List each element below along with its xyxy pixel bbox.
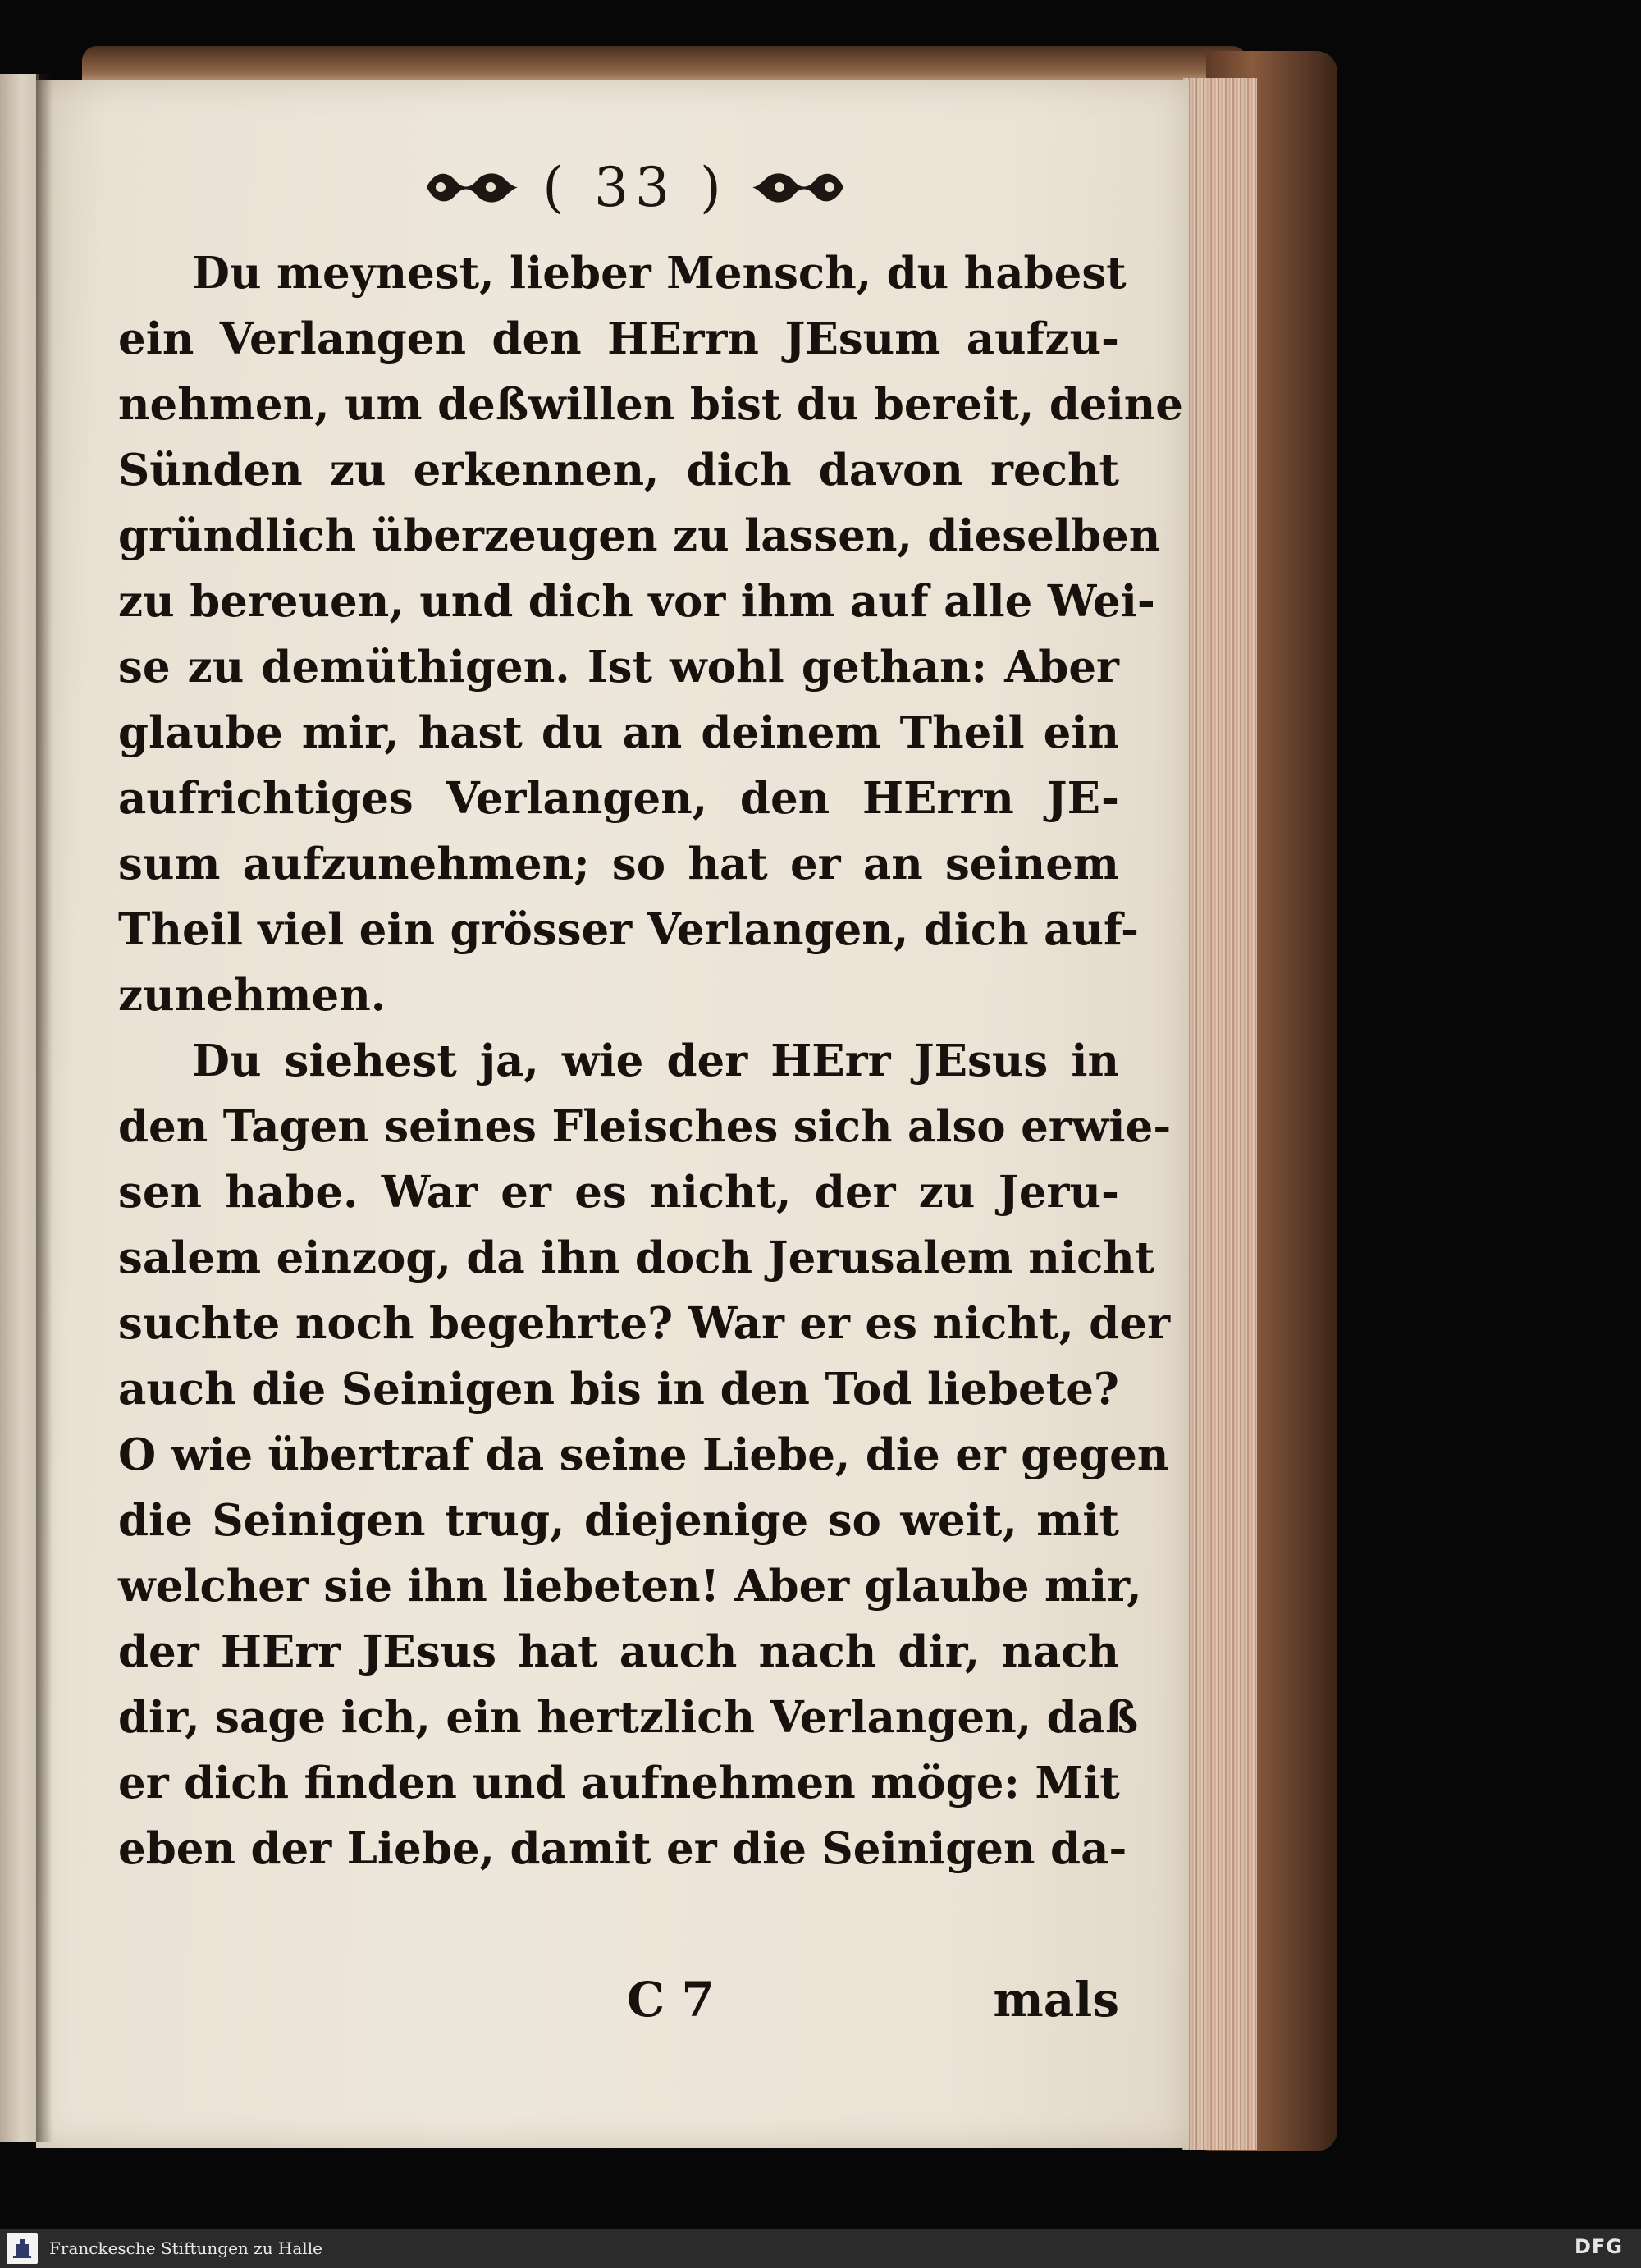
ornament-right-icon <box>749 162 848 212</box>
viewer-footer-bar <box>0 2229 1641 2268</box>
ornament-left-icon <box>423 162 521 212</box>
text-line: Du siehest ja, wie der HErr JEsus in <box>192 1036 1119 1086</box>
building-icon <box>10 2236 34 2261</box>
text-line: zunehmen. <box>118 970 386 1021</box>
verso-page-edge <box>0 74 39 2142</box>
text-line: O wie übertraf da seine Liebe, die er gegen <box>118 1429 1169 1480</box>
institution-logo-icon[interactable] <box>7 2233 38 2264</box>
text-line: dir, sage ich, ein hertzlich Verlangen, daß <box>118 1692 1139 1743</box>
text-line: welcher sie ihn liebeten! Aber glaube mir, <box>118 1561 1142 1612</box>
book-page <box>36 80 1189 2148</box>
text-line: zu bereuen, und dich vor ihm auf alle Wei- <box>118 576 1155 627</box>
page-header <box>389 138 881 236</box>
catchword: mals <box>993 1972 1119 2028</box>
text-line: aufrichtiges Verlangen, den HErrn JE- <box>118 773 1119 824</box>
text-line: ein Verlangen den HErrn JEsum aufzu- <box>118 313 1119 364</box>
text-line: nehmen, um deßwillen bist du bereit, deine <box>118 379 1183 430</box>
text-line: die Seinigen trug, diejenige so weit, mit <box>118 1495 1119 1546</box>
dfg-logo[interactable]: DFG <box>1574 2235 1623 2258</box>
text-line: auch die Seinigen bis in den Tod liebete? <box>118 1364 1119 1415</box>
institution-name[interactable]: Franckesche Stiftungen zu Halle <box>49 2238 322 2258</box>
text-line: gründlich überzeugen zu lassen, dieselben <box>118 510 1161 561</box>
text-line: sen habe. War er es nicht, der zu Jeru- <box>118 1167 1119 1218</box>
text-line: Theil viel ein grösser Verlangen, dich auf- <box>118 904 1139 955</box>
text-line: der HErr JEsus hat auch nach dir, nach <box>118 1626 1119 1677</box>
page-number: ( 33 ) <box>542 155 728 219</box>
text-line: er dich finden und aufnehmen möge: Mit <box>118 1758 1120 1808</box>
text-line: glaube mir, hast du an deinem Theil ein <box>118 707 1119 758</box>
text-line: sum aufzunehmen; so hat er an seinem <box>118 839 1119 889</box>
signature-mark: C 7 <box>627 1972 715 2028</box>
text-line: eben der Liebe, damit er die Seinigen da- <box>118 1823 1127 1874</box>
text-line: Sünden zu erkennen, dich davon recht <box>118 445 1119 496</box>
text-line: se zu demüthigen. Ist wohl gethan: Aber <box>118 642 1119 693</box>
text-line: suchte noch begehrte? War er es nicht, der <box>118 1298 1170 1349</box>
text-line: Du meynest, lieber Mensch, du habest <box>192 248 1127 299</box>
text-line: den Tagen seines Fleisches sich also erwie- <box>118 1101 1172 1152</box>
gutter-shadow <box>36 74 53 2142</box>
book-fore-edge <box>1182 78 1257 2150</box>
page-body-text <box>118 240 1183 1882</box>
text-line: salem einzog, da ihn doch Jerusalem nicht <box>118 1232 1155 1283</box>
page-footer <box>118 1972 1119 2037</box>
